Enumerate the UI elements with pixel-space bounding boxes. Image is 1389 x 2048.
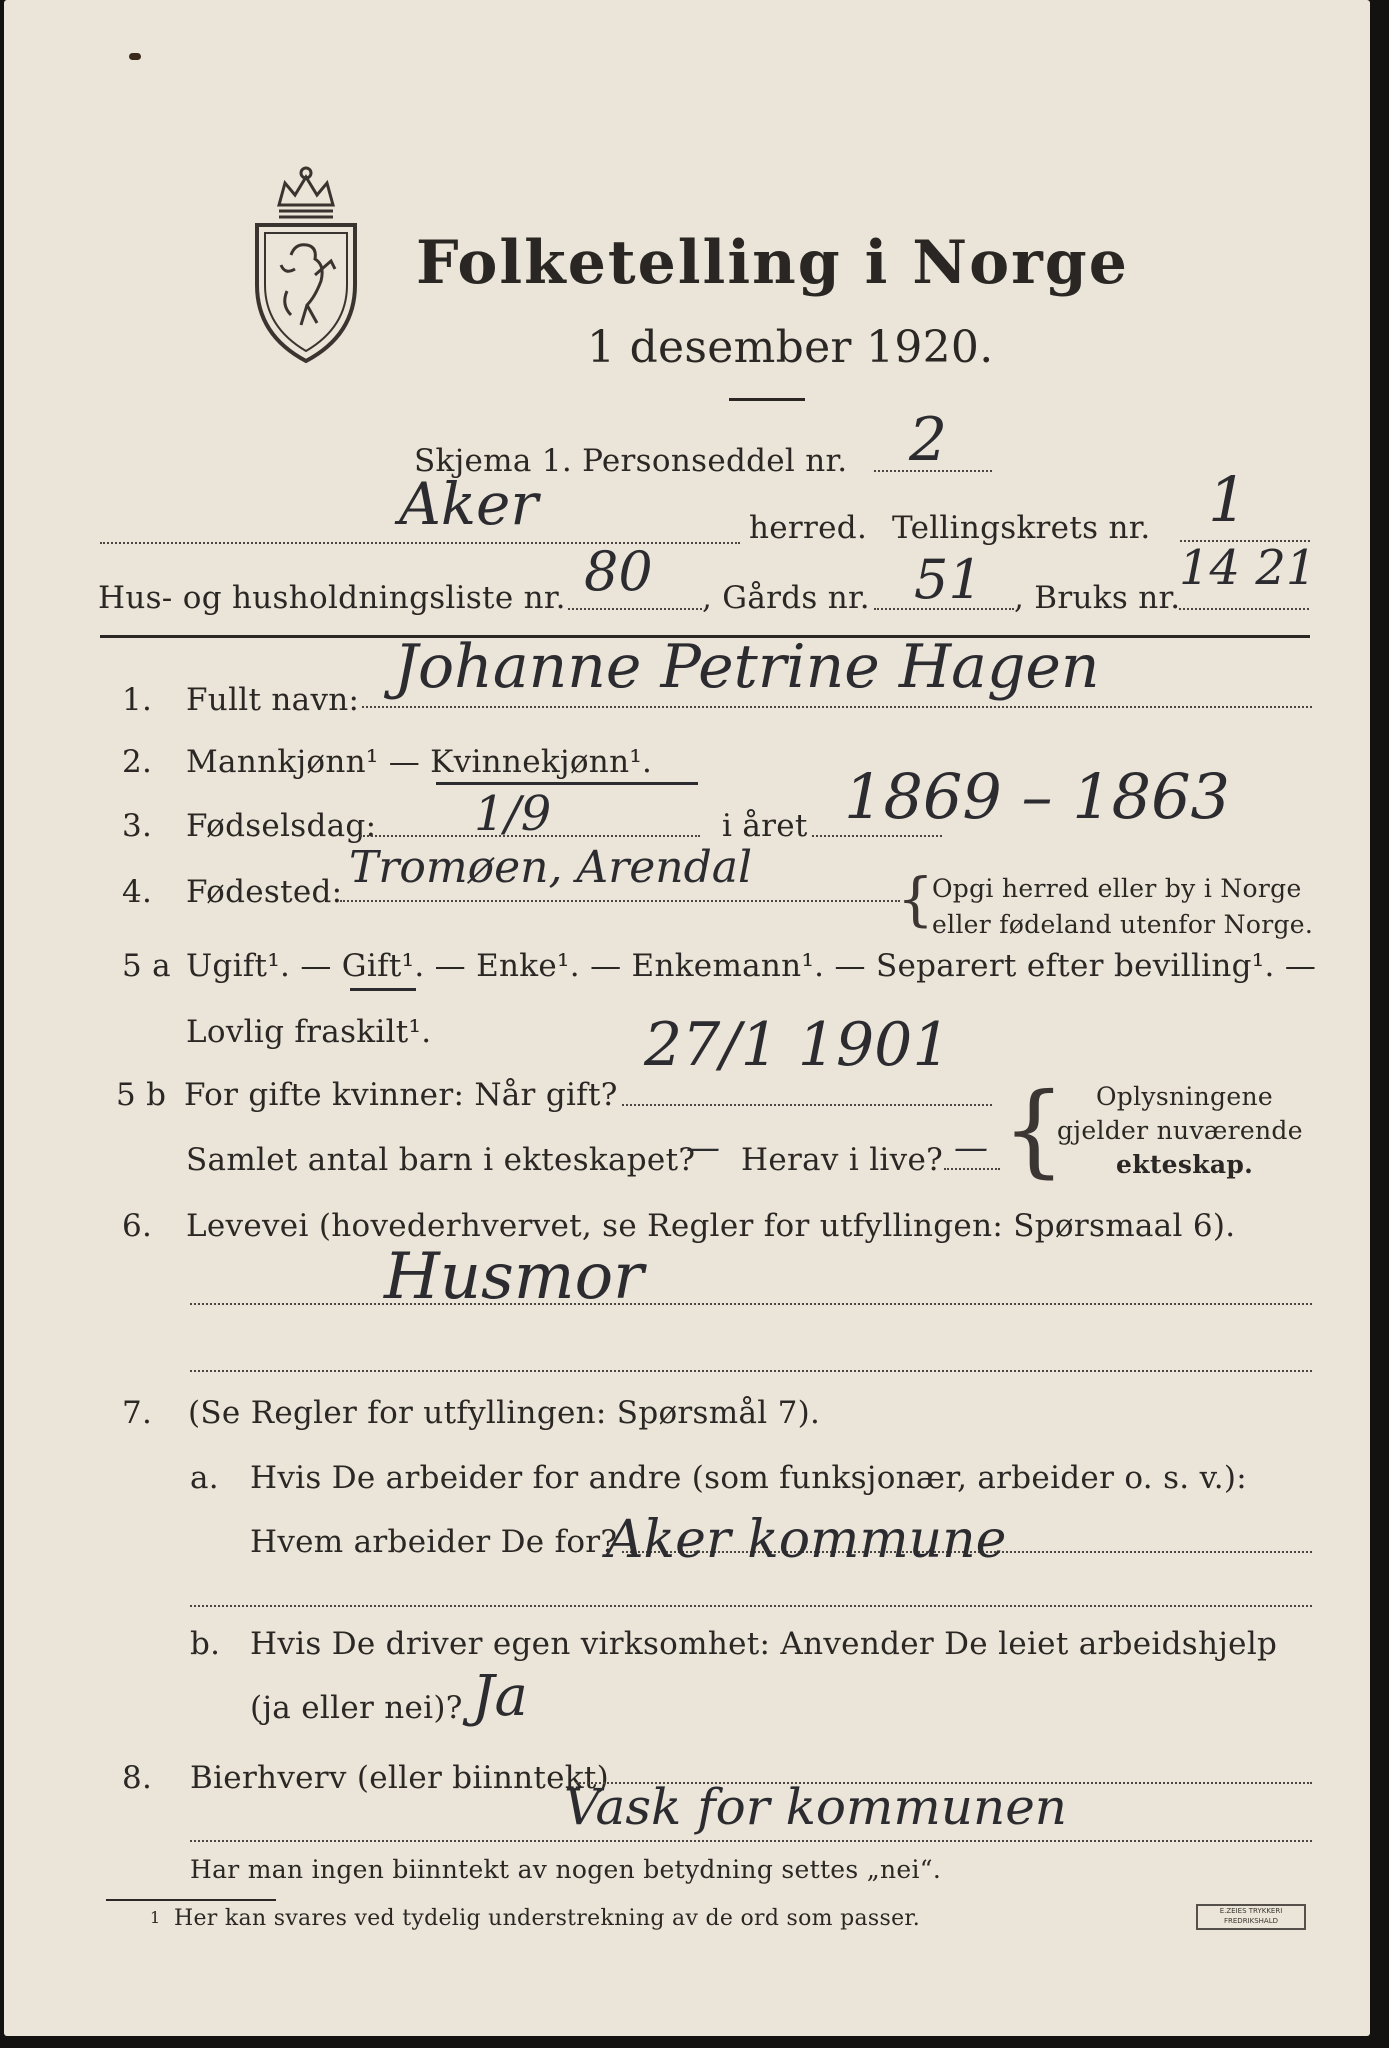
q3-value[interactable]: 1/9 [474, 786, 552, 842]
q1-line [362, 706, 1312, 708]
q1-label: Fullt navn: [186, 682, 360, 718]
q3-number: 3. [122, 808, 153, 844]
hus-line [568, 608, 702, 610]
hus-label: Hus- og husholdningsliste nr. [98, 580, 566, 616]
q7a-label-2: Hvem arbeider De for? [250, 1524, 618, 1560]
herred-label: herred. [749, 510, 868, 546]
printer-stamp [1196, 1904, 1306, 1930]
q4-note-line1: Opgi herred eller by i Norge [932, 874, 1302, 903]
q1-value[interactable]: Johanne Petrine Hagen [394, 632, 1100, 702]
footnote-text: Her kan svares ved tydelig understrekning av de ord som passer. [174, 1906, 921, 1931]
bruks-label: , Bruks nr. [1014, 580, 1181, 616]
census-date: 1 desember 1920. [587, 322, 994, 373]
stamp-line-1: E.ZEIES TRYKKERI [1219, 1907, 1283, 1915]
q3-year-label: i året [722, 808, 808, 844]
q5b-children-value[interactable]: — [686, 1128, 720, 1168]
q5b-children-label: Samlet antal barn i ekteskapet? [186, 1142, 696, 1178]
q2-label: Mannkjønn¹ — Kvinnekjønn¹. [186, 744, 653, 780]
q5b-number: 5 b [116, 1077, 167, 1113]
tellingskrets-label: Tellingskrets nr. [892, 510, 1151, 546]
q7-label: (Se Regler for utfyllingen: Spørsmål 7). [188, 1395, 821, 1431]
q5b-alive-label: Herav i live? [741, 1142, 944, 1178]
q5b-line [622, 1104, 992, 1106]
herred-value[interactable]: Aker [399, 470, 539, 538]
q5a-label-2: Lovlig fraskilt¹. [186, 1014, 432, 1050]
bruks-line [1179, 608, 1309, 610]
ink-spot [129, 53, 141, 60]
q7a-value[interactable]: Aker kommune [606, 1510, 1007, 1570]
q5b-alive-line [944, 1168, 1000, 1170]
q4-number: 4. [122, 874, 153, 910]
q5b-note-line3: ekteskap. [1116, 1150, 1254, 1179]
q7b-label: Hvis De driver egen virksomhet: Anvender De leiet arbeidshjelp [250, 1626, 1278, 1662]
q5b-note-line2: gjelder nuværende [1057, 1116, 1303, 1145]
q5a-label: Ugift¹. — Gift¹. — Enke¹. — Enkemann¹. — Separert efter bevilling¹. — [186, 948, 1317, 984]
q5b-label: For gifte kvinner: Når gift? [184, 1077, 618, 1113]
norway-coat-of-arms-icon [251, 165, 361, 369]
q8-number: 8. [122, 1760, 153, 1796]
q4-label: Fødested: [186, 874, 343, 910]
q7-number: 7. [122, 1395, 153, 1431]
gards-value[interactable]: 51 [914, 548, 983, 611]
q4-line [340, 900, 900, 902]
stamp-line-2: FREDRIKSHALD [1223, 1917, 1278, 1925]
q3-label: Fødselsdag: [186, 808, 377, 844]
q7a-letter: a. [190, 1460, 219, 1496]
q3-year-line [812, 835, 942, 837]
q5b-alive-value[interactable]: — [954, 1128, 988, 1168]
q3-year-value[interactable]: 1869 – 1863 [844, 760, 1230, 833]
census-form-page [4, 0, 1370, 2036]
hus-value[interactable]: 80 [584, 540, 653, 603]
form-title: Folketelling i Norge [416, 228, 1129, 298]
q1-number: 1. [122, 682, 153, 718]
q2-underline [436, 782, 698, 785]
q6-value[interactable]: Husmor [384, 1240, 644, 1314]
q4-brace: { [897, 865, 934, 933]
q5a-number: 5 a [122, 948, 171, 984]
tellingskrets-value[interactable]: 1 [1208, 463, 1248, 536]
q6-line-1 [190, 1303, 1312, 1305]
q2-number: 2. [122, 744, 153, 780]
q5a-underline-gift [350, 988, 416, 991]
footnote-rule [106, 1899, 276, 1901]
title-divider [729, 398, 805, 401]
q7b-letter: b. [190, 1626, 221, 1662]
q8-label: Bierhverv (eller biinntekt) [190, 1760, 610, 1796]
q6-line-2 [190, 1370, 1312, 1372]
q7b-value[interactable]: Ja [472, 1664, 528, 1729]
skjema-label: Skjema 1. Personseddel nr. [414, 443, 848, 479]
q4-value[interactable]: Tromøen, Arendal [349, 842, 753, 893]
q5b-brace: { [1002, 1071, 1066, 1188]
gards-label: , Gårds nr. [702, 580, 870, 616]
footer-note: Har man ingen biinntekt av nogen betydning settes „nei“. [190, 1855, 942, 1884]
q7a-line-2 [190, 1605, 1312, 1607]
q6-label: Levevei (hovederhvervet, se Regler for utfyllingen: Spørsmaal 6). [186, 1208, 1236, 1244]
q7b-label-2: (ja eller nei)? [250, 1690, 463, 1726]
bruks-value[interactable]: 14 21 [1179, 540, 1317, 596]
personseddel-value[interactable]: 2 [909, 405, 948, 475]
q5b-value[interactable]: 27/1 1901 [644, 1010, 951, 1080]
q7a-label: Hvis De arbeider for andre (som funksjonær, arbeider o. s. v.): [250, 1460, 1248, 1496]
q4-note-line2: eller fødeland utenfor Norge. [932, 910, 1314, 939]
q8-value[interactable]: Vask for kommunen [564, 1778, 1068, 1836]
q8-line-2 [190, 1840, 1312, 1842]
q5b-note-line1: Oplysningene [1096, 1082, 1273, 1111]
footnote-mark: 1 [150, 1908, 161, 1927]
q6-number: 6. [122, 1208, 153, 1244]
